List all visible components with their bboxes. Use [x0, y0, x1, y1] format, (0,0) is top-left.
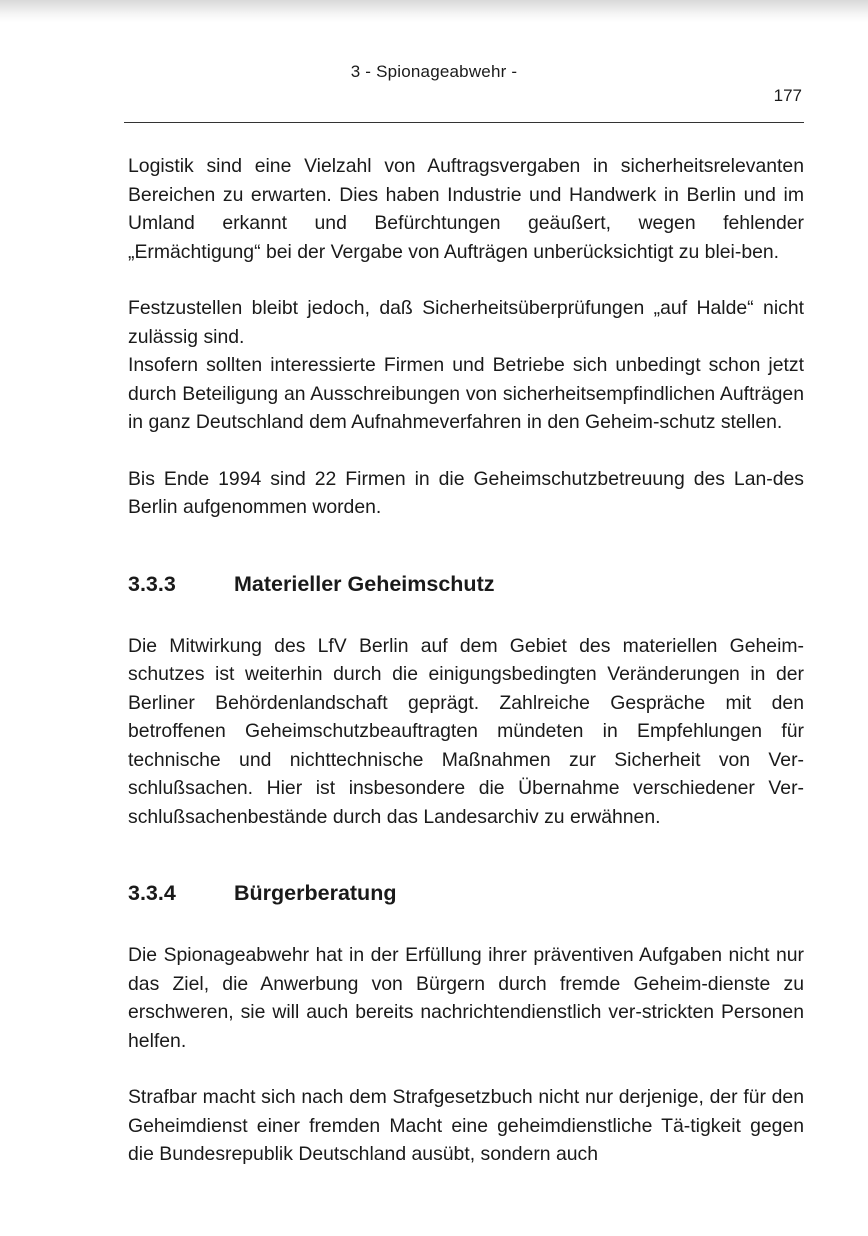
page-body [128, 152, 804, 1169]
paragraph-bis-ende: Bis Ende 1994 sind 22 Firmen in die Geheimschutzbetreuung des Lan-des Berlin aufgenommen worden. [128, 467, 804, 518]
paragraph-mitwirkung: Die Mitwirkung des LfV Berlin auf dem Gebiet des materiellen Geheim-schutzes ist weiterhin durch die einigungsbedingten Veränderungen in der Berliner Behördenlandschaft geprägt. Zahlreiche Gespräche mit den betroffenen Geheimschutzbeauftragten mündeten in Empfehlungen für technische und nichttechnische Maßnahmen zur Sicherheit von Ver-schlußsachen. Hier ist insbesondere die Übernahme verschiedener Ver-schlußsachenbestände durch das Landesarchiv zu erwähnen. [128, 634, 804, 828]
header-divider [124, 122, 804, 123]
section-number: 3.3.4 [128, 881, 176, 905]
section-heading-3-3-3 [128, 570, 804, 598]
page-number: 177 [773, 86, 802, 105]
running-header: 3 - Spionageabwehr - [350, 62, 518, 81]
section-title: Bürgerberatung [234, 881, 397, 905]
paragraph-insofern: Insofern sollten interessierte Firmen und Betriebe sich unbedingt schon jetzt durch Beteiligung an Ausschreibungen von sicherheitsempfindlichen Aufträgen in ganz Deutschland dem Aufnahmeverfahren in den Geheim-schutz stellen. [128, 354, 804, 433]
section-number: 3.3.3 [128, 571, 176, 596]
section-heading-3-3-4 [128, 879, 804, 907]
paragraph-festzustellen: Festzustellen bleibt jedoch, daß Sicherheitsüberprüfungen „auf Halde“ nicht zulässig sind. [128, 297, 804, 348]
paragraph-strafbar: Strafbar macht sich nach dem Strafgesetzbuch nicht nur derjenige, der für den Geheimdienst einer fremden Macht eine geheimdienstliche Tä-tigkeit gegen die Bundesrepublik Deutschland ausübt, sondern auch [128, 1086, 804, 1165]
paragraph-logistik: Logistik sind eine Vielzahl von Auftragsvergaben in sicherheitsrelevanten Bereichen zu erwarten. Dies haben Industrie und Handwerk in Berlin und im Umland erkannt und Befürchtungen geäußert, wegen fehlender „Ermächtigung“ bei der Vergabe von Aufträgen unberücksichtigt zu blei-ben. [128, 155, 804, 263]
section-title: Materieller Geheimschutz [234, 571, 495, 596]
paragraph-spionageabwehr: Die Spionageabwehr hat in der Erfüllung ihrer präventiven Aufgaben nicht nur das Ziel, die Anwerbung von Bürgern durch fremde Geheim-dienste zu erschweren, sie will auch bereits nachrichtendienstlich ver-strickten Personen helfen. [128, 944, 804, 1052]
scan-edge-shadow [0, 0, 868, 22]
